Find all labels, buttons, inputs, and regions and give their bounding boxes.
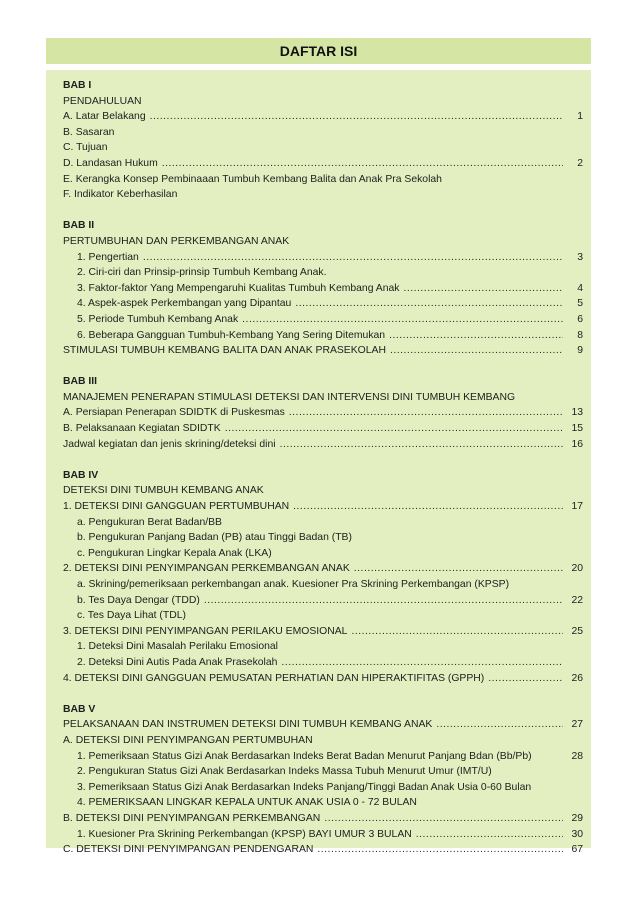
chapter-heading xyxy=(63,78,583,94)
toc-entry-text: 1. Kuesioner Pra Skrining Perkembangan (KPSP) BAYI UMUR 3 BULAN xyxy=(77,828,412,840)
dot-leader xyxy=(317,842,563,858)
dot-leader xyxy=(416,827,563,843)
dot-leader xyxy=(436,717,563,733)
toc-entry xyxy=(63,842,583,858)
toc-entry xyxy=(63,499,583,515)
toc-entry-text: 2. Deteksi Dini Autis Pada Anak Prasekolah xyxy=(77,656,278,668)
page-number: 8 xyxy=(577,329,583,341)
dot-leader xyxy=(150,109,563,125)
toc-entry xyxy=(63,156,583,172)
toc-entry-text: B. DETEKSI DINI PENYIMPANGAN PERKEMBANGAN xyxy=(63,812,321,824)
toc-entry xyxy=(63,172,583,188)
dot-leader xyxy=(295,296,563,312)
dot-leader xyxy=(280,437,563,453)
toc-entry xyxy=(63,733,583,749)
dot-leader xyxy=(162,156,563,172)
dot-leader xyxy=(204,593,563,609)
dot-leader xyxy=(403,281,563,297)
section-spacer xyxy=(63,452,583,468)
toc-entry-text: 4. DETEKSI DINI GANGGUAN PEMUSATAN PERHATIAN DAN HIPERAKTIFITAS (GPPH) xyxy=(63,672,485,684)
toc-entry-text: a. Pengukuran Berat Badan/BB xyxy=(77,516,222,528)
toc-entry xyxy=(63,234,583,250)
toc-entry-text: BAB IV xyxy=(63,469,99,481)
toc-entry-text: c. Pengukuran Lingkar Kepala Anak (LKA) xyxy=(77,547,272,559)
toc-entry xyxy=(63,94,583,110)
toc-entry xyxy=(63,780,583,796)
page-number: 17 xyxy=(571,501,583,513)
toc-entry xyxy=(63,421,583,437)
toc-entry-text: BAB II xyxy=(63,220,95,232)
dot-leader xyxy=(225,421,563,437)
toc-entry-text: E. Kerangka Konsep Pembinaaan Tumbuh Kembang Balita dan Anak Pra Sekolah xyxy=(63,173,442,185)
chapter-heading xyxy=(63,218,583,234)
toc-entry-text: 4. PEMERIKSAAN LINGKAR KEPALA UNTUK ANAK USIA 0 - 72 BULAN xyxy=(77,797,417,809)
chapter-heading xyxy=(63,702,583,718)
toc-entry xyxy=(63,764,583,780)
toc-entry xyxy=(63,717,583,733)
toc-entry xyxy=(63,749,583,765)
toc-entry xyxy=(63,140,583,156)
toc-entry xyxy=(63,811,583,827)
page-number: 9 xyxy=(577,345,583,357)
toc-entry xyxy=(63,639,583,655)
dot-leader xyxy=(324,811,563,827)
toc-entry-text: BAB III xyxy=(63,376,98,388)
toc-entry-text: A. Latar Belakang xyxy=(63,111,146,123)
page-number: 30 xyxy=(571,828,583,840)
page-number: 4 xyxy=(577,282,583,294)
dot-leader xyxy=(351,624,563,640)
toc-entry-text: BAB V xyxy=(63,703,96,715)
toc-entry xyxy=(63,671,583,687)
dot-leader xyxy=(354,561,563,577)
toc-entry-text: 4. Aspek-aspek Perkembangan yang Dipantau xyxy=(77,298,292,310)
chapter-heading xyxy=(63,374,583,390)
toc-entry-text: 2. Ciri-ciri dan Prinsip-prinsip Tumbuh Kembang Anak. xyxy=(77,267,327,279)
dot-leader xyxy=(488,671,563,687)
toc-entry xyxy=(63,281,583,297)
page-number: 20 xyxy=(571,563,583,575)
page-title: DAFTAR ISI xyxy=(46,38,591,64)
toc-entry-text: a. Skrining/pemeriksaan perkembangan anak. Kuesioner Pra Skrining Perkembangan (KPSP) xyxy=(77,579,510,590)
toc-entry-text: STIMULASI TUMBUH KEMBANG BALITA DAN ANAK PRASEKOLAH xyxy=(63,345,386,357)
page-number: 6 xyxy=(577,313,583,325)
toc-entry xyxy=(63,328,583,344)
toc-entry-text: b. Tes Daya Dengar (TDD) xyxy=(77,594,200,606)
toc-entry-text: 2. Pengukuran Status Gizi Anak Berdasarkan Indeks Massa Tubuh Menurut Umur (IMT/U) xyxy=(77,766,492,778)
chapter-heading xyxy=(63,468,583,484)
toc-entry xyxy=(63,405,583,421)
page-number: 1 xyxy=(577,111,583,123)
section-spacer xyxy=(63,359,583,375)
toc-entry xyxy=(63,546,583,562)
toc-entry-text: 3. DETEKSI DINI PENYIMPANGAN PERILAKU EMOSIONAL xyxy=(63,625,348,637)
toc-entry xyxy=(63,608,583,624)
dot-leader xyxy=(390,343,563,359)
toc-entry xyxy=(63,109,583,125)
toc-entry-text: b. Pengukuran Panjang Badan (PB) atau Tinggi Badan (TB) xyxy=(77,532,352,544)
page-number: 15 xyxy=(571,423,583,435)
page-number: 13 xyxy=(571,407,583,419)
toc-entry-text: Jadwal kegiatan dan jenis skrining/deteksi dini xyxy=(63,438,276,450)
page-number: 3 xyxy=(577,251,583,263)
toc-entry-text: 3. Faktor-faktor Yang Mempengaruhi Kualitas Tumbuh Kembang Anak xyxy=(77,282,400,294)
page-number: 16 xyxy=(571,438,583,450)
toc-entry-text: PERTUMBUHAN DAN PERKEMBANGAN ANAK xyxy=(63,235,290,247)
toc-entry-text: BAB I xyxy=(63,80,92,91)
toc-entry xyxy=(63,593,583,609)
toc-entry-text: 1. DETEKSI DINI GANGGUAN PERTUMBUHAN xyxy=(63,501,290,513)
toc-entry-text: B. Pelaksanaan Kegiatan SDIDTK xyxy=(63,423,221,435)
section-spacer xyxy=(63,203,583,219)
toc-entry xyxy=(63,250,583,266)
toc-entry-text: C. DETEKSI DINI PENYIMPANGAN PENDENGARAN xyxy=(63,844,314,856)
page-number: 29 xyxy=(571,812,583,824)
toc-entry xyxy=(63,125,583,141)
page-number: 28 xyxy=(571,750,583,762)
page-number: 5 xyxy=(577,298,583,310)
toc-panel xyxy=(46,70,591,856)
toc-entry-text: C. Tujuan xyxy=(63,142,108,154)
toc-entry-text: A. Persiapan Penerapan SDIDTK di Puskesmas xyxy=(63,407,285,419)
page-number: 25 xyxy=(571,625,583,637)
toc-entry xyxy=(63,624,583,640)
toc-entry xyxy=(63,312,583,328)
toc-entry-text: MANAJEMEN PENERAPAN STIMULASI DETEKSI DAN INTERVENSI DINI TUMBUH KEMBANG xyxy=(63,391,516,403)
toc-entry xyxy=(63,515,583,531)
table-of-contents xyxy=(63,78,583,858)
toc-entry-text: PENDAHULUAN xyxy=(63,95,142,107)
toc-entry xyxy=(63,561,583,577)
toc-entry xyxy=(63,187,583,203)
section-spacer xyxy=(63,686,583,702)
toc-entry-text: 3. Pemeriksaan Status Gizi Anak Berdasarkan Indeks Panjang/Tinggi Badan Anak Usia 0-60 Bulan xyxy=(77,781,532,793)
toc-entry-text: DETEKSI DINI TUMBUH KEMBANG ANAK xyxy=(63,485,264,497)
dot-leader xyxy=(289,405,563,421)
page-number: 26 xyxy=(571,672,583,684)
dot-leader xyxy=(293,499,563,515)
dot-leader xyxy=(143,250,563,266)
toc-entry xyxy=(63,265,583,281)
toc-entry-text: D. Landasan Hukum xyxy=(63,157,158,169)
page-number: 67 xyxy=(571,844,583,856)
dot-leader xyxy=(281,655,563,671)
toc-entry-text: F. Indikator Keberhasilan xyxy=(63,189,178,201)
dot-leader xyxy=(242,312,563,328)
page-number: 27 xyxy=(571,719,583,731)
toc-entry-text: 2. DETEKSI DINI PENYIMPANGAN PERKEMBANGAN ANAK xyxy=(63,563,350,575)
toc-entry xyxy=(63,343,583,359)
toc-entry xyxy=(63,530,583,546)
toc-entry xyxy=(63,577,583,593)
dot-leader xyxy=(389,328,563,344)
toc-entry-text: 5. Periode Tumbuh Kembang Anak xyxy=(77,313,239,325)
toc-entry xyxy=(63,827,583,843)
toc-entry xyxy=(63,795,583,811)
toc-entry-text: PELAKSANAAN DAN INSTRUMEN DETEKSI DINI TUMBUH KEMBANG ANAK xyxy=(63,719,433,731)
toc-entry-text: c. Tes Daya Lihat (TDL) xyxy=(77,610,186,622)
toc-entry-text: B. Sasaran xyxy=(63,126,115,138)
toc-entry-text: 1. Pengertian xyxy=(77,251,139,263)
page-number: 2 xyxy=(577,157,583,169)
toc-entry xyxy=(63,437,583,453)
page-number: 22 xyxy=(571,594,583,606)
toc-entry-text: 1. Deteksi Dini Masalah Perilaku Emosional xyxy=(77,641,278,653)
toc-entry-text: 1. Pemeriksaan Status Gizi Anak Berdasarkan Indeks Berat Badan Menurut Panjang Bdan (Bb/Pb) xyxy=(77,750,532,762)
toc-entry-text: 6. Beberapa Gangguan Tumbuh-Kembang Yang Sering Ditemukan xyxy=(77,329,386,341)
toc-entry xyxy=(63,390,583,406)
toc-entry-text: A. DETEKSI DINI PENYIMPANGAN PERTUMBUHAN xyxy=(63,734,313,746)
toc-entry xyxy=(63,296,583,312)
toc-entry xyxy=(63,483,583,499)
toc-entry xyxy=(63,655,583,671)
